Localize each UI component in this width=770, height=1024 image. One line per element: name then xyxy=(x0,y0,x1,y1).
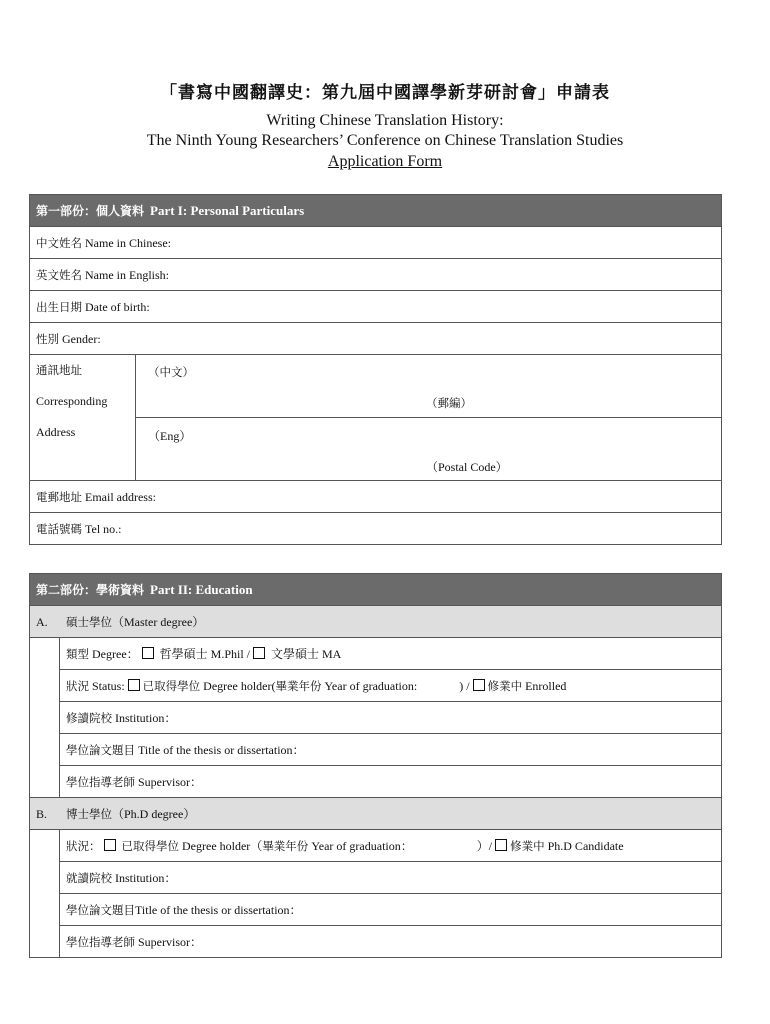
email-row[interactable] xyxy=(30,481,722,513)
master-thesis-label-en: Title of the thesis or dissertation： xyxy=(138,743,305,757)
phd-candidate-checkbox[interactable] xyxy=(495,839,507,851)
phd-institution-label-en: Institution： xyxy=(115,871,177,885)
phd-grad-year-label: 畢業年份 xyxy=(262,839,309,853)
phd-candidate-label-en: Ph.D Candidate xyxy=(547,839,624,853)
phd-supervisor-label-en: Supervisor： xyxy=(138,935,202,949)
phd-institution-row[interactable] xyxy=(30,862,722,894)
mphil-option-label: 哲學碩士 M.Phil / xyxy=(159,647,251,661)
part1-title-en: Part I: Personal Particulars xyxy=(150,203,305,218)
part1-title-zh: 第一部份：個人資料 xyxy=(36,204,145,218)
address-english-postal: （Postal Code） xyxy=(426,460,508,474)
address-chinese-hint: （中文） xyxy=(148,365,194,379)
address-english-field[interactable] xyxy=(136,418,722,481)
master-supervisor-row[interactable] xyxy=(30,766,722,798)
phd-supervisor-row[interactable] xyxy=(30,926,722,958)
ma-checkbox[interactable] xyxy=(253,647,265,659)
phd-status-label: 狀況： xyxy=(66,839,101,853)
master-institution-label: 修讀院校 xyxy=(66,711,112,725)
tel-label-en: Tel no.: xyxy=(85,521,122,536)
tel-row[interactable] xyxy=(30,513,722,545)
phd-holder-label: 已取得學位 xyxy=(121,839,179,853)
phd-grad-year-label-en: Year of graduation： xyxy=(311,839,413,853)
form-title-english-line2: The Ninth Young Researchers’ Conference on Chinese Translation Studies xyxy=(146,132,624,149)
master-status-label: 狀況 xyxy=(66,678,89,693)
master-institution-row[interactable] xyxy=(30,702,722,734)
address-label-en-2: Address xyxy=(36,425,76,439)
name-english-label: 英文姓名 xyxy=(36,267,82,282)
master-status-label-en: Status: xyxy=(92,678,125,693)
master-degree-type-row xyxy=(30,638,722,670)
dob-label: 出生日期 xyxy=(36,299,82,314)
form-title-english-line1: Writing Chinese Translation History: xyxy=(266,112,504,129)
part1-header xyxy=(30,195,722,227)
phd-thesis-row[interactable] xyxy=(30,894,722,926)
phd-institution-label: 就讀院校 xyxy=(66,871,112,885)
master-thesis-row[interactable] xyxy=(30,734,722,766)
email-label-en: Email address: xyxy=(85,489,156,504)
phd-degree-header xyxy=(30,798,722,830)
gender-row[interactable] xyxy=(30,323,722,355)
name-english-row[interactable] xyxy=(30,259,722,291)
master-holder-label-en: Degree holder( xyxy=(203,678,276,693)
name-chinese-label: 中文姓名 xyxy=(36,235,82,250)
address-chinese-postal: （郵編） xyxy=(426,396,472,410)
phd-section-letter: B. xyxy=(36,807,48,821)
part2-table xyxy=(29,573,722,958)
name-english-label-en: Name in English: xyxy=(85,267,169,282)
phd-thesis-label: 學位論文題目 xyxy=(66,903,135,917)
mphil-checkbox[interactable] xyxy=(142,647,154,659)
name-chinese-row[interactable] xyxy=(30,227,722,259)
phd-title-zh: 博士學位 xyxy=(66,807,112,821)
email-label: 電郵地址 xyxy=(36,489,82,504)
part2-title-zh: 第二部份：學術資料 xyxy=(36,583,145,597)
master-title-zh: 碩士學位 xyxy=(66,615,112,629)
form-title-application: Application Form xyxy=(327,153,443,170)
phd-holder-checkbox[interactable] xyxy=(104,839,116,851)
address-chinese-field[interactable] xyxy=(136,355,722,418)
master-status-close: ) / xyxy=(459,678,470,693)
master-degree-label-en: Degree： xyxy=(92,647,139,661)
address-label-zh: 通訊地址 xyxy=(36,363,82,377)
tel-label: 電話號碼 xyxy=(36,521,82,536)
master-grad-year-label-en: Year of graduation: xyxy=(324,678,418,693)
ma-option-label: 文學碩士 MA xyxy=(271,647,342,661)
master-holder-checkbox[interactable] xyxy=(128,679,140,691)
master-grad-year-label: 畢業年份 xyxy=(275,678,322,693)
name-chinese-label-en: Name in Chinese: xyxy=(85,235,171,250)
phd-status-row xyxy=(30,830,722,862)
part1-table xyxy=(29,194,722,545)
phd-thesis-label-en: Title of the thesis or dissertation： xyxy=(135,903,302,917)
phd-status-close: ）/ xyxy=(476,839,493,853)
phd-candidate-label: 修業中 xyxy=(510,839,545,853)
gender-label: 性別 xyxy=(36,331,59,346)
address-row-zh xyxy=(30,355,722,418)
address-english-hint: （Eng） xyxy=(148,429,192,443)
address-label-en-1: Corresponding xyxy=(36,394,108,408)
master-degree-header xyxy=(30,606,722,638)
master-enrolled-label: 修業中 xyxy=(487,678,523,693)
master-section-letter: A. xyxy=(36,615,48,629)
master-supervisor-label-en: Supervisor： xyxy=(138,775,202,789)
master-holder-label: 已取得學位 xyxy=(142,678,201,693)
master-title-en: （Master degree） xyxy=(112,615,205,629)
master-degree-label: 類型 xyxy=(66,647,89,661)
phd-title-en: （Ph.D degree） xyxy=(112,807,196,821)
master-enrolled-checkbox[interactable] xyxy=(473,679,485,691)
dob-label-en: Date of birth: xyxy=(85,299,150,314)
phd-holder-label-en: Degree holder（ xyxy=(182,839,263,853)
phd-supervisor-label: 學位指導老師 xyxy=(66,935,135,949)
master-institution-label-en: Institution： xyxy=(115,711,177,725)
dob-row[interactable] xyxy=(30,291,722,323)
form-title-chinese: 「書寫中國翻譯史：第九屆中國譯學新芽研討會」申請表 xyxy=(160,83,610,103)
part2-header xyxy=(30,574,722,606)
part2-title-en: Part II: Education xyxy=(150,582,253,597)
master-supervisor-label: 學位指導老師 xyxy=(66,775,135,789)
master-status-row xyxy=(30,670,722,702)
master-enrolled-label-en: Enrolled xyxy=(525,678,567,693)
gender-label-en: Gender: xyxy=(62,331,101,346)
master-thesis-label: 學位論文題目 xyxy=(66,743,135,757)
